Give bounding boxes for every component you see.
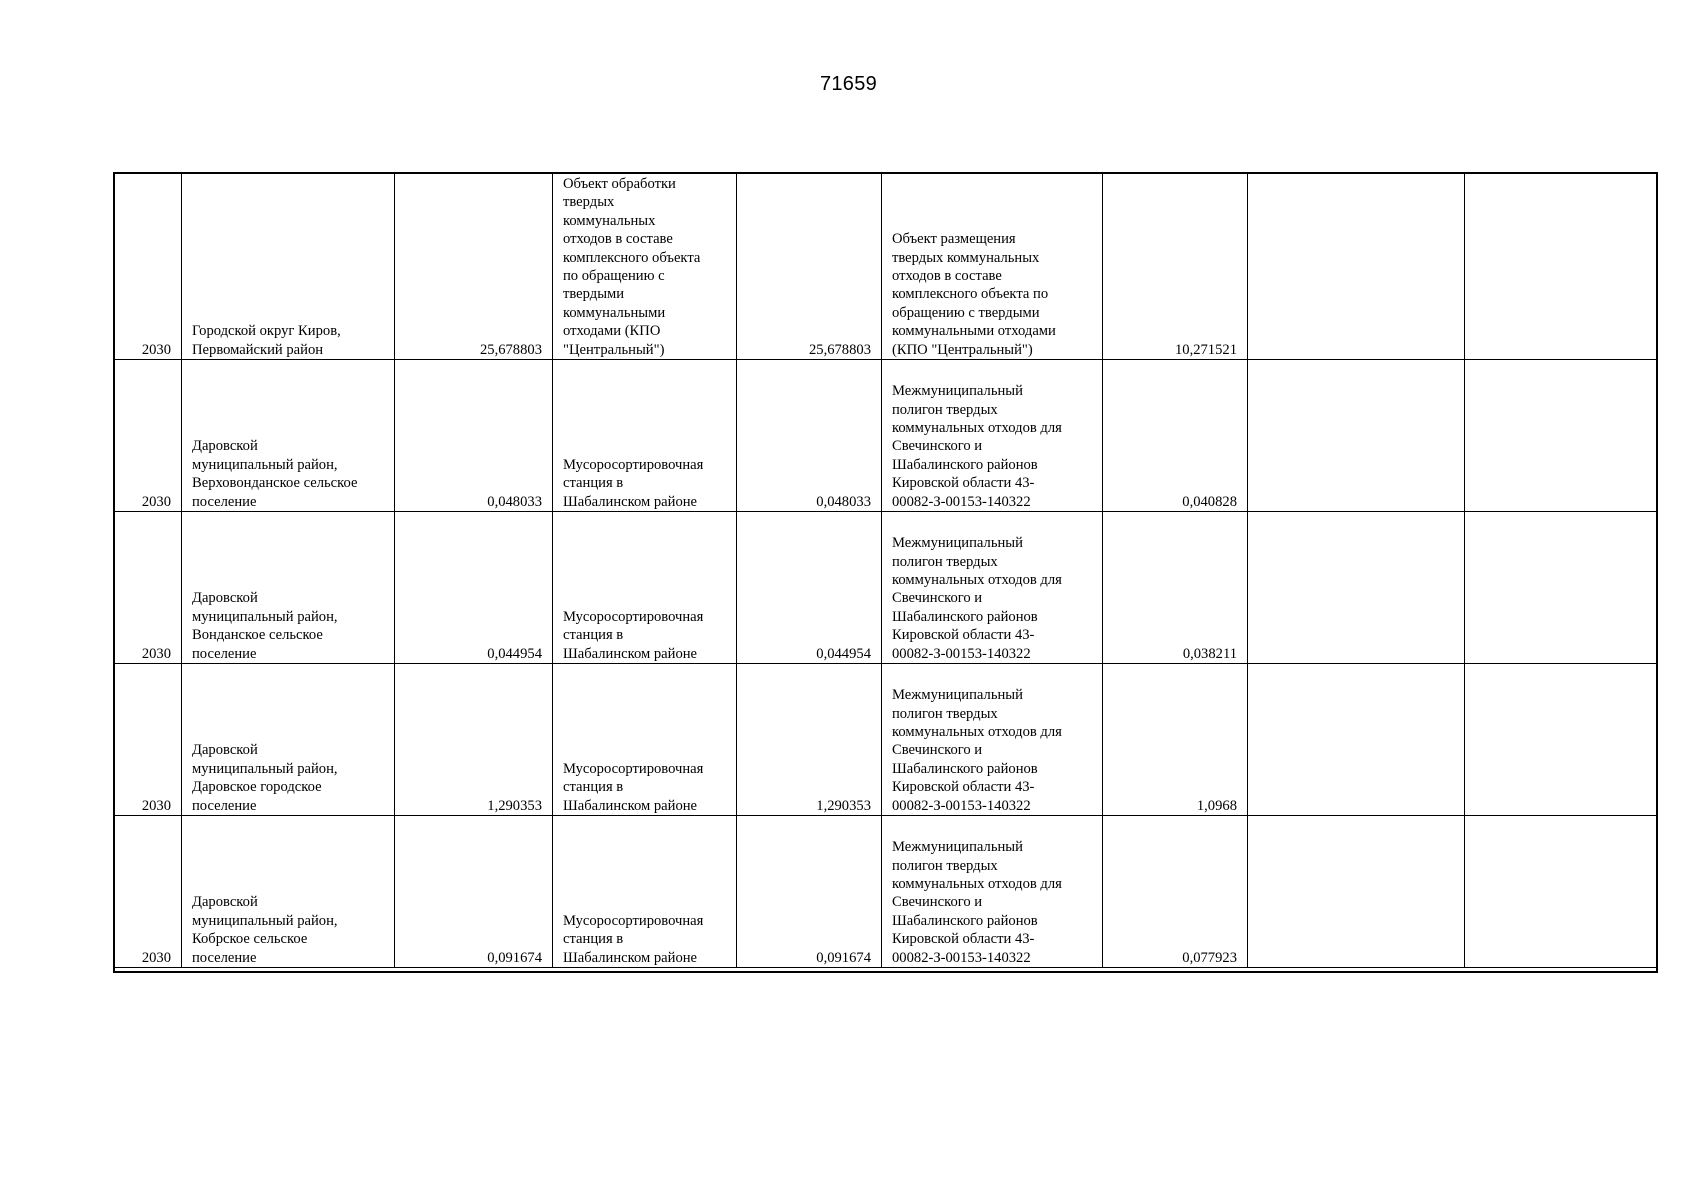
processing-volume-cell: 0,044954 bbox=[737, 512, 882, 664]
placement-volume-cell: 0,040828 bbox=[1103, 360, 1248, 512]
year-cell: 2030 bbox=[114, 816, 182, 968]
empty-cell bbox=[1465, 512, 1657, 664]
empty-cell bbox=[1248, 512, 1465, 664]
processing-facility-cell: Мусоросортировочная станция в Шабалинском районе bbox=[553, 664, 737, 816]
processing-facility-cell: Мусоросортировочная станция в Шабалинском районе bbox=[553, 360, 737, 512]
placement-facility-cell: Объект размещения твердых коммунальных отходов в составе комплексного объекта по обращению с твердыми коммунальными отходами (КПО "Центральный") bbox=[882, 173, 1103, 360]
territory-cell: Даровской муниципальный район, Даровское городское поселение bbox=[182, 664, 395, 816]
empty-cell bbox=[1465, 173, 1657, 360]
territory-cell: Даровской муниципальный район, Кобрское сельское поселение bbox=[182, 816, 395, 968]
empty-cell bbox=[1248, 664, 1465, 816]
table-row bbox=[114, 512, 1657, 664]
table-row bbox=[114, 816, 1657, 968]
placement-facility-cell: Межмуниципальный полигон твердых коммунальных отходов для Свечинского и Шабалинского районов Кировской области 43- 00082-З-00153-140322 bbox=[882, 664, 1103, 816]
processing-facility-cell: Мусоросортировочная станция в Шабалинском районе bbox=[553, 512, 737, 664]
territory-cell: Даровской муниципальный район, Вонданское сельское поселение bbox=[182, 512, 395, 664]
year-cell: 2030 bbox=[114, 512, 182, 664]
volume-cell: 0,048033 bbox=[395, 360, 553, 512]
placement-volume-cell: 0,077923 bbox=[1103, 816, 1248, 968]
year-cell: 2030 bbox=[114, 360, 182, 512]
year-cell: 2030 bbox=[114, 173, 182, 360]
empty-cell bbox=[1465, 360, 1657, 512]
empty-cell bbox=[1248, 173, 1465, 360]
table-row bbox=[114, 664, 1657, 816]
page-number: 71659 bbox=[819, 73, 878, 95]
table-row bbox=[114, 360, 1657, 512]
volume-cell: 25,678803 bbox=[395, 173, 553, 360]
placement-facility-cell: Межмуниципальный полигон твердых коммунальных отходов для Свечинского и Шабалинского районов Кировской области 43- 00082-З-00153-140322 bbox=[882, 360, 1103, 512]
processing-facility-cell: Мусоросортировочная станция в Шабалинском районе bbox=[553, 816, 737, 968]
processing-volume-cell: 25,678803 bbox=[737, 173, 882, 360]
territory-cell: Городской округ Киров, Первомайский район bbox=[182, 173, 395, 360]
placement-facility-cell: Межмуниципальный полигон твердых коммунальных отходов для Свечинского и Шабалинского районов Кировской области 43- 00082-З-00153-140322 bbox=[882, 816, 1103, 968]
processing-volume-cell: 1,290353 bbox=[737, 664, 882, 816]
placement-volume-cell: 0,038211 bbox=[1103, 512, 1248, 664]
table-row bbox=[114, 173, 1657, 360]
volume-cell: 1,290353 bbox=[395, 664, 553, 816]
placement-volume-cell: 10,271521 bbox=[1103, 173, 1248, 360]
placement-facility-cell: Межмуниципальный полигон твердых коммунальных отходов для Свечинского и Шабалинского районов Кировской области 43- 00082-З-00153-140322 bbox=[882, 512, 1103, 664]
processing-volume-cell: 0,091674 bbox=[737, 816, 882, 968]
territory-cell: Даровской муниципальный район, Верховонданское сельское поселение bbox=[182, 360, 395, 512]
processing-facility-cell: Объект обработки твердых коммунальных отходов в составе комплексного объекта по обращению с твердыми коммунальными отходами (КПО "Центральный") bbox=[553, 173, 737, 360]
processing-volume-cell: 0,048033 bbox=[737, 360, 882, 512]
empty-cell bbox=[1465, 816, 1657, 968]
empty-cell bbox=[1248, 816, 1465, 968]
waste-flow-table bbox=[113, 172, 1657, 968]
placement-volume-cell: 1,0968 bbox=[1103, 664, 1248, 816]
volume-cell: 0,044954 bbox=[395, 512, 553, 664]
volume-cell: 0,091674 bbox=[395, 816, 553, 968]
year-cell: 2030 bbox=[114, 664, 182, 816]
empty-cell bbox=[1465, 664, 1657, 816]
empty-cell bbox=[1248, 360, 1465, 512]
